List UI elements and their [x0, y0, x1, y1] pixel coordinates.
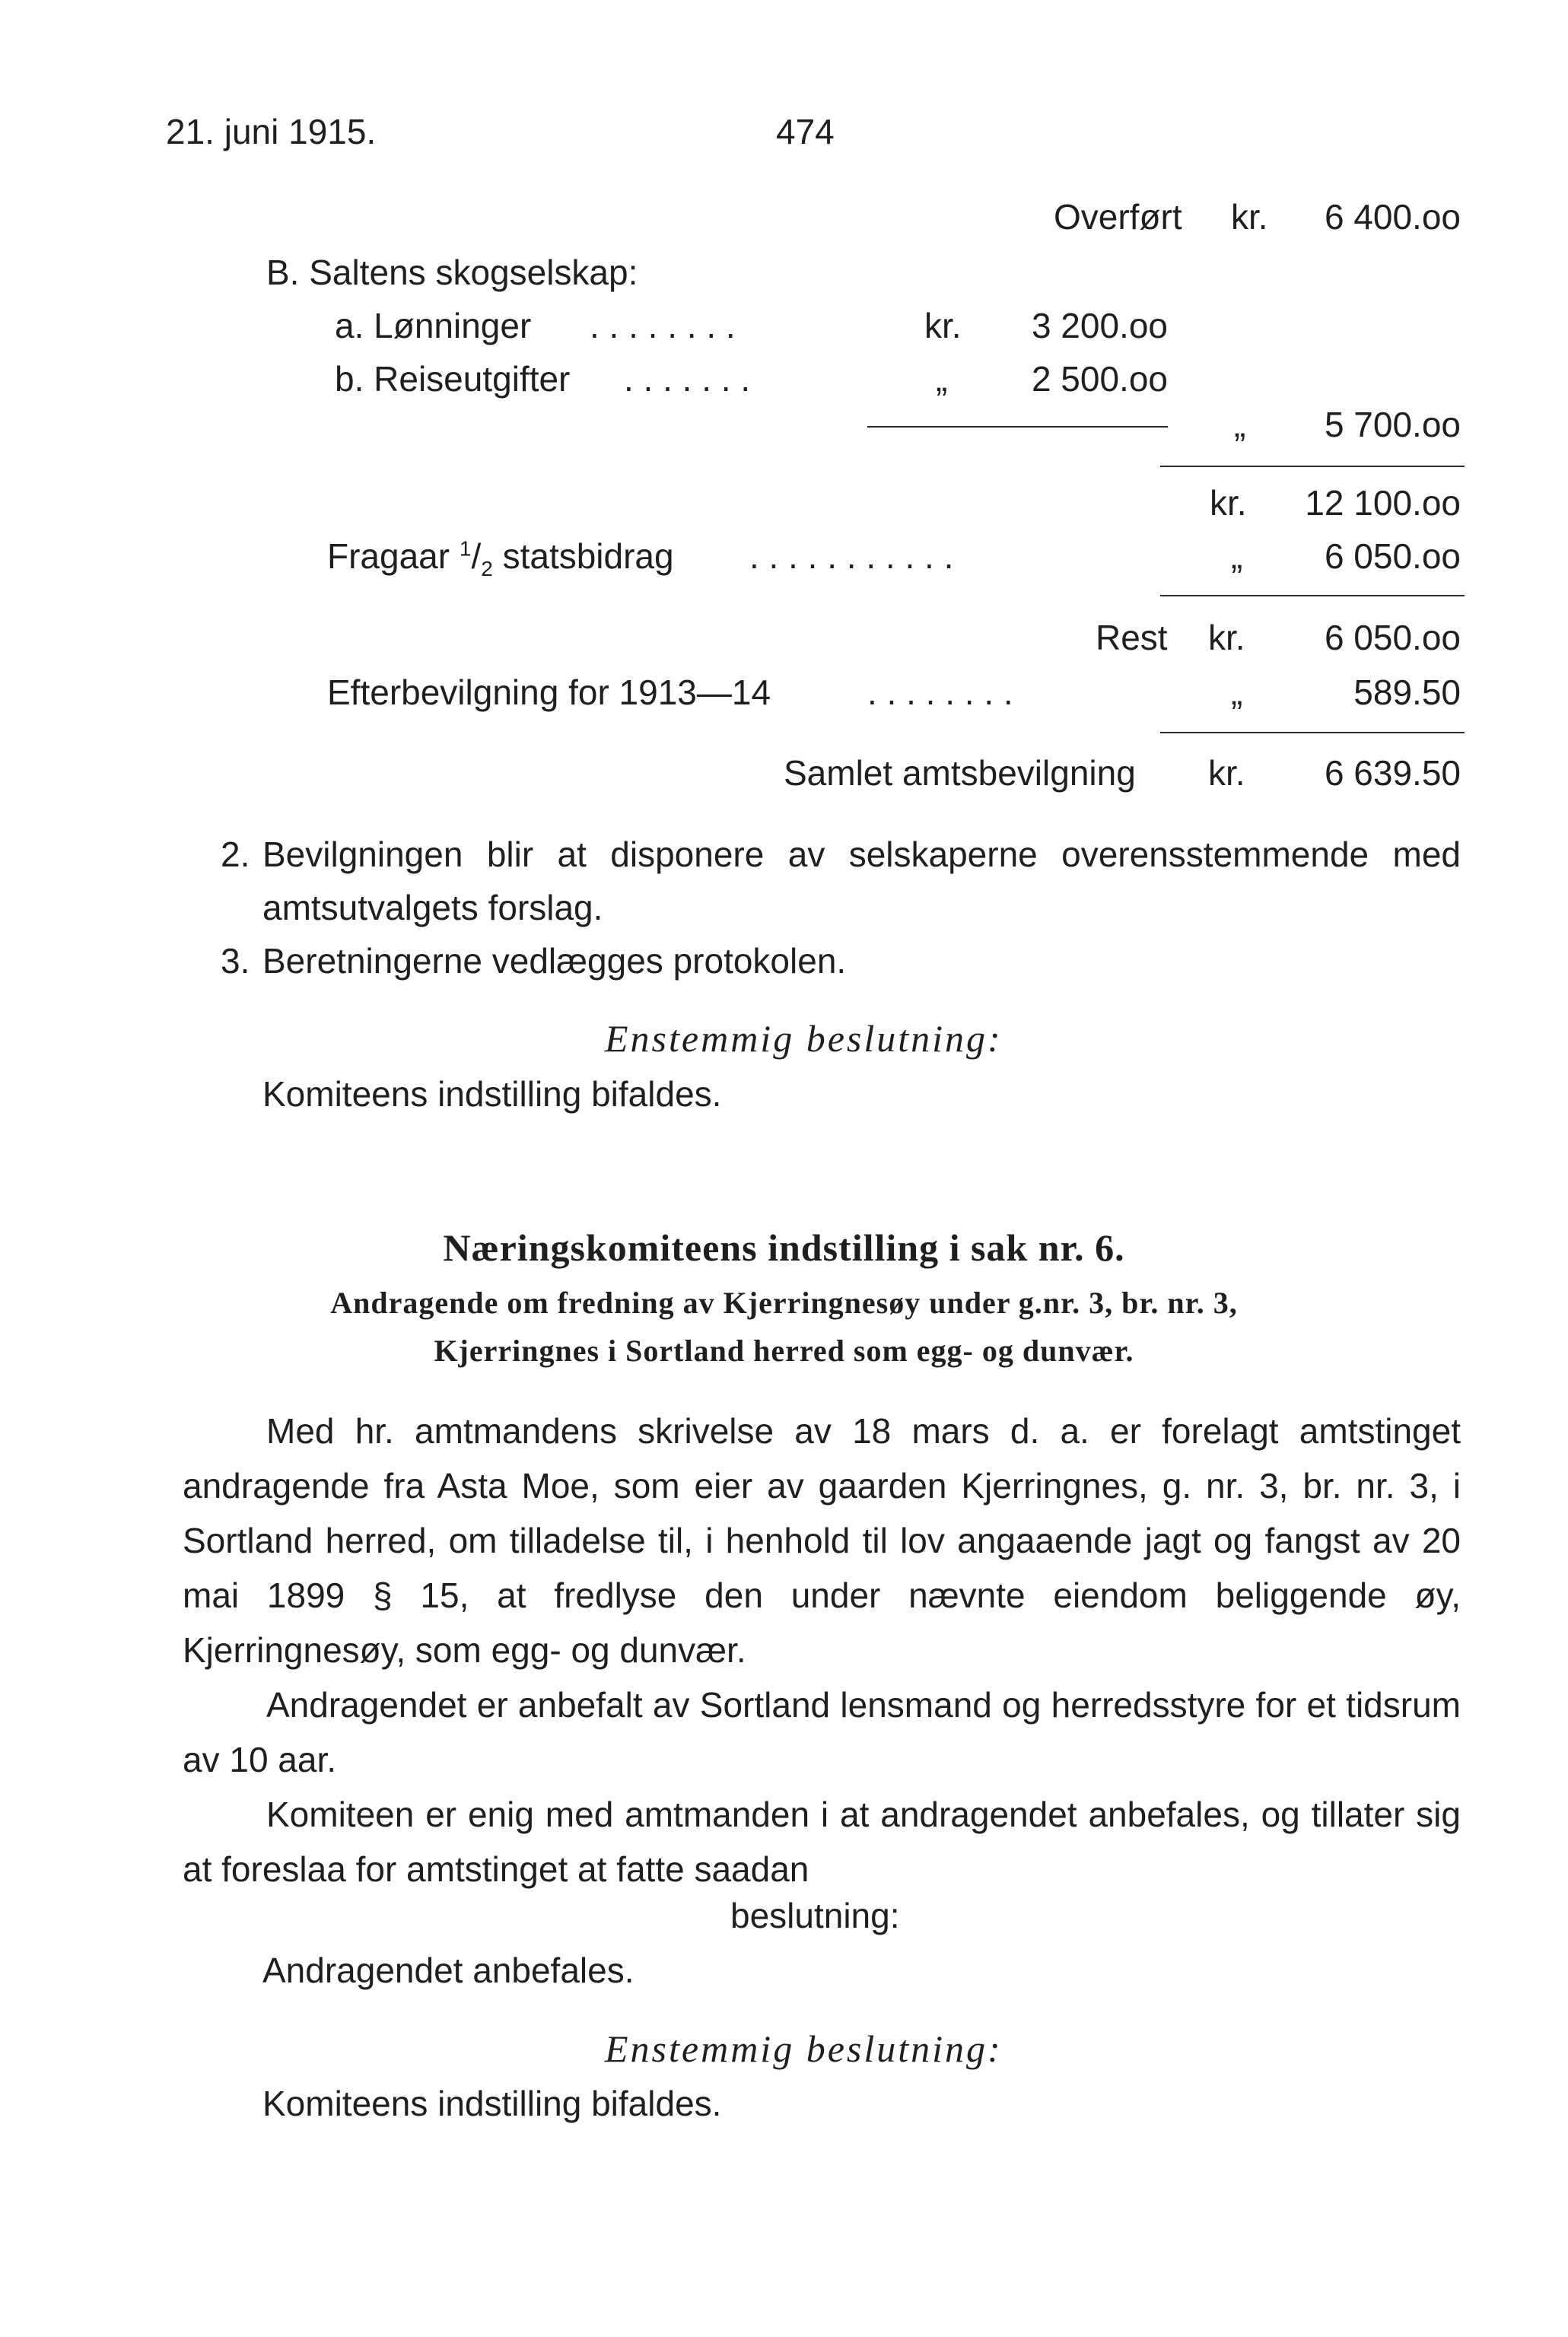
- rule-fragaar: [1160, 595, 1465, 596]
- item-a-amount: 3 200.oo: [1031, 306, 1168, 345]
- samlet-unit: kr.: [1208, 753, 1245, 793]
- rest-label: Rest: [1096, 618, 1168, 657]
- rule-subtotal: [1160, 466, 1465, 467]
- efterbevilgning-dots: . . . . . . . .: [867, 672, 1013, 712]
- samlet-label: Samlet amtsbevilgning: [784, 753, 1136, 793]
- fragaar-line: Fragaar $^1/_2$ statsbidrag: [327, 536, 674, 581]
- fragaar-rest: statsbidrag: [502, 536, 674, 576]
- efterbevilgning-amount: 589.50: [1353, 672, 1461, 712]
- section-b-title: B. Saltens skogselskap:: [266, 253, 638, 292]
- item-a-unit: kr.: [924, 306, 962, 345]
- fragaar-dots: . . . . . . . . . . .: [749, 536, 954, 576]
- efterbevilgning-unit: „: [1231, 672, 1243, 712]
- paragraph-1: Med hr. amtmandens skrivelse av 18 mars d. a. er forelagt amtstinget andragende fra Asta Moe, som eier av gaarden Kjerringnes, g. nr. 3, br. nr. 3, i Sortland herred, om tilladelse til, i henhold til lov angaaende jagt og fangst av 20 mai 1899 § 15, at fredlyse den under nævnte eiendom beliggende øy, Kjerringnesøy, som egg- og dunvær.: [183, 1411, 1461, 1670]
- item-b-amount: 2 500.oo: [1031, 359, 1168, 399]
- total-unit: kr.: [1210, 483, 1247, 523]
- section-2-subtitle-line1: Andragende om fredning av Kjerringnesøy under g.nr. 3, br. nr. 3,: [330, 1286, 1238, 1320]
- paragraph-3: Komiteen er enig med amtmanden i at andragendet anbefales, og tillater sig at foreslaa for amtstinget at fatte saadan: [183, 1795, 1461, 1889]
- section-2-subtitle-line2: Kjerringnes i Sortland herred som egg- og dunvær.: [434, 1334, 1134, 1368]
- item-b-unit: „: [936, 359, 948, 399]
- resolution-text: Andragendet anbefales.: [262, 1951, 635, 1990]
- carried-over-amount: 6 400.oo: [1324, 197, 1461, 237]
- point-2-number: 2.: [221, 835, 250, 874]
- fragaar-amount: 6 050.oo: [1324, 536, 1461, 576]
- decision-1-text: Komiteens indstilling bifaldes.: [262, 1074, 722, 1114]
- decision-2-heading: Enstemmig beslutning:: [605, 2027, 1003, 2070]
- efterbevilgning-label: Efterbevilgning for 1913—14: [327, 672, 771, 712]
- item-a-dots: . . . . . . . .: [590, 306, 736, 345]
- point-2-line2: amtsutvalgets forslag.: [262, 888, 603, 927]
- fraction-denominator: 2: [481, 557, 493, 581]
- total-amount: 12 100.oo: [1305, 483, 1461, 523]
- point-3-text: Beretningerne vedlægges protokolen.: [262, 941, 847, 981]
- subtotal-unit: „: [1234, 405, 1246, 444]
- page-number: 474: [776, 112, 835, 151]
- item-b-label: b. Reiseutgifter: [335, 359, 571, 399]
- paragraph-2: Andragendet er anbefalt av Sortland lensmand og herredsstyre for et tidsrum av 10 aar.: [183, 1685, 1461, 1779]
- samlet-amount: 6 639.50: [1324, 753, 1461, 793]
- item-b-dots: . . . . . . .: [624, 359, 751, 399]
- decision-2-text: Komiteens indstilling bifaldes.: [262, 2084, 722, 2123]
- header-date: 21. juni 1915.: [166, 112, 377, 151]
- rest-unit: kr.: [1208, 618, 1245, 657]
- rule-efter: [1160, 732, 1465, 733]
- section-2-title: Næringskomiteens indstilling i sak nr. 6.: [443, 1226, 1125, 1269]
- point-3-number: 3.: [221, 941, 250, 981]
- fragaar-label: Fragaar: [327, 536, 450, 576]
- rest-amount: 6 050.oo: [1324, 618, 1461, 657]
- resolution-label: beslutning:: [730, 1896, 900, 1935]
- carried-over-unit: kr.: [1231, 197, 1268, 237]
- rule-items: [867, 426, 1168, 428]
- item-a-label: a. Lønninger: [335, 306, 532, 345]
- carried-over-label: Overført: [1054, 197, 1182, 237]
- decision-1-heading: Enstemmig beslutning:: [605, 1017, 1003, 1060]
- fragaar-unit: „: [1231, 536, 1243, 576]
- fraction-numerator: 1: [459, 536, 472, 561]
- point-2-line1: Bevilgningen blir at disponere av selskaperne overensstemmende med: [262, 835, 1461, 874]
- subtotal-amount: 5 700.oo: [1324, 405, 1461, 444]
